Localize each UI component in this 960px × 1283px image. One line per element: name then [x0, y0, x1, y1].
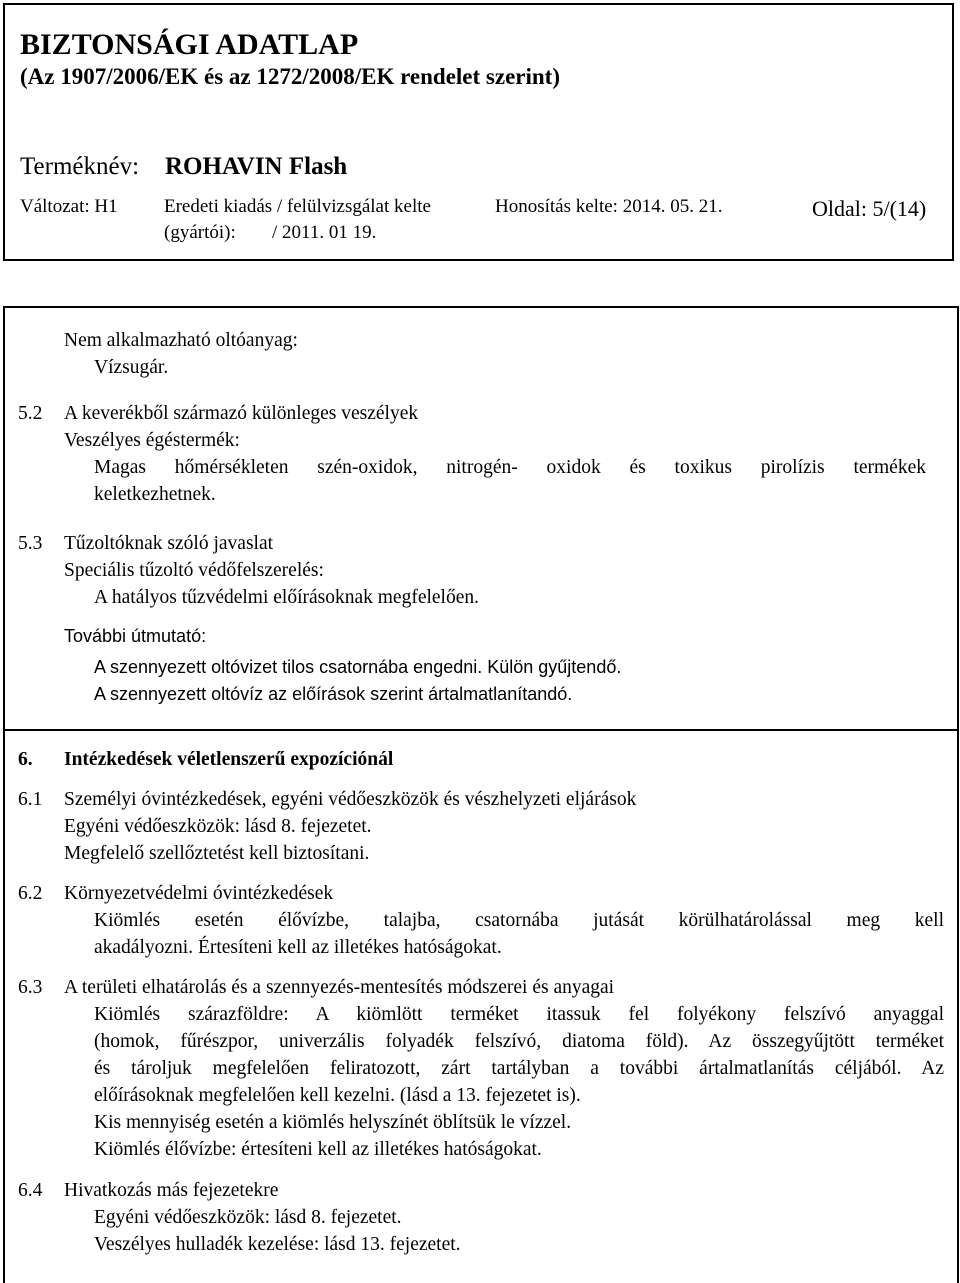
section-6-3-line-5: Kis mennyiség esetén a kiömlés helyszínét öblítsük le vízzel. — [94, 1112, 572, 1133]
section-5-3-number: 5.3 — [18, 533, 43, 554]
further-guidance-line-1: A szennyezett oltóvizet tilos csatornába engedni. Külön gyűjtendő. — [94, 657, 622, 677]
section-5-3-text: A hatályos tűzvédelmi előírásoknak megfelelően. — [94, 587, 480, 608]
section-6-1-title: Személyi óvintézkedések, egyéni védőeszközök és vészhelyzeti eljárások — [64, 789, 637, 810]
section-6-2-line-2: akadályozni. Értesíteni kell az illetékes hatóságokat. — [94, 937, 502, 958]
section-6-2-title: Környezetvédelmi óvintézkedések — [64, 883, 334, 904]
localization-date: Honosítás kelte: 2014. 05. 21. — [495, 196, 723, 217]
section-6-3-line-6: Kiömlés élővízbe: értesíteni kell az illetékes hatóságokat. — [94, 1139, 542, 1160]
section-5-3-subheading: Speciális tűzoltó védőfelszerelés: — [64, 560, 324, 581]
left-border — [3, 730, 5, 1283]
document-title: BIZTONSÁGI ADATLAP — [20, 28, 359, 61]
section-6-4-title: Hivatkozás más fejezetekre — [64, 1180, 279, 1201]
section-5-2-text-line-2: keletkezhetnek. — [94, 484, 216, 505]
section-6-3-line-3: és tároljuk megfelelően feliratozott, zárt tartályban a további ártalmatlanítás céljából. Az — [94, 1058, 944, 1079]
section-5-2-subheading: Veszélyes égéstermék: — [64, 430, 240, 451]
right-border — [957, 730, 959, 1283]
section-6-number: 6. — [18, 749, 33, 770]
section-6-1-line-2: Megfelelő szellőztetést kell biztosítani. — [64, 843, 370, 864]
further-guidance-label: További útmutató: — [64, 626, 207, 646]
section-6-4-line-2: Veszélyes hulladék kezelése: lásd 13. fejezetet. — [94, 1234, 461, 1255]
section-6-1-line-1: Egyéni védőeszközök: lásd 8. fejezetet. — [64, 816, 372, 837]
section-5-3-title: Tűzoltóknak szóló javaslat — [64, 533, 274, 554]
section-6-3-number: 6.3 — [18, 977, 43, 998]
further-guidance-line-2: A szennyezett oltóvíz az előírások szerint ártalmatlanítandó. — [94, 684, 573, 704]
version: Változat: H1 — [20, 196, 118, 217]
section-6-3-line-2: (homok, fűrészpor, univerzális folyadék felszívó, diatoma föld). Az összegyűjtött terméket — [94, 1031, 944, 1052]
unsuitable-extinguisher-value: Vízsugár. — [94, 357, 169, 378]
section-6-title: Intézkedések véletlenszerű expozíciónál — [64, 749, 394, 770]
page-number: Oldal: 5/(14) — [812, 196, 927, 221]
manufacturer-label: (gyártói): — [164, 222, 236, 243]
section-6-1-number: 6.1 — [18, 789, 43, 810]
original-issue-label: Eredeti kiadás / felülvizsgálat kelte — [164, 196, 431, 217]
document-subtitle: (Az 1907/2006/EK és az 1272/2008/EK rendelet szerint) — [20, 64, 560, 89]
section-6-4-number: 6.4 — [18, 1180, 43, 1201]
original-date: / 2011. 01 19. — [272, 222, 377, 243]
product-label: Terméknév: — [20, 153, 140, 180]
section-5-2-text-line-1: Magas hőmérsékleten szén-oxidok, nitrogén- oxidok és toxikus pirolízis termékek — [94, 457, 926, 478]
section-6-3-line-1: Kiömlés szárazföldre: A kiömlött terméket itassuk fel folyékony felszívó anyaggal — [94, 1004, 944, 1025]
section-6-3-line-4: előírásoknak megfelelően kell kezelni. (lásd a 13. fejezetet is). — [94, 1085, 581, 1106]
product-name: ROHAVIN Flash — [165, 153, 348, 180]
section-5-2-title: A keverékből származó különleges veszélyek — [64, 403, 419, 424]
unsuitable-extinguisher-label: Nem alkalmazható oltóanyag: — [64, 330, 298, 351]
section-6-3-title: A területi elhatárolás és a szennyezés-mentesítés módszerei és anyagai — [64, 977, 615, 998]
section-6-2-line-1: Kiömlés esetén élővízbe, talajba, csatornába jutását körülhatárolással meg kell — [94, 910, 944, 931]
section-6-4-line-1: Egyéni védőeszközök: lásd 8. fejezetet. — [94, 1207, 402, 1228]
section-6-2-number: 6.2 — [18, 883, 43, 904]
section-5-2-number: 5.2 — [18, 403, 43, 424]
